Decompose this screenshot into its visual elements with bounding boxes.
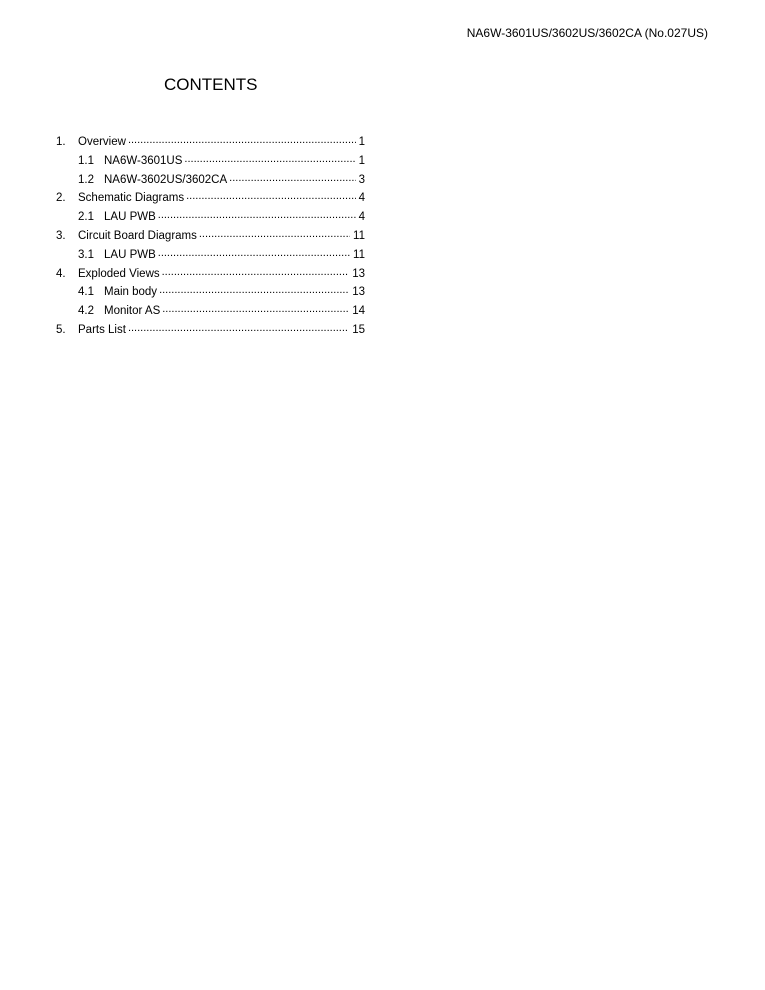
toc-leader [128, 137, 356, 149]
toc-number: 3. [56, 229, 66, 242]
toc-title: Overview [78, 136, 126, 148]
toc-leader [158, 250, 350, 262]
toc-number: 2. [56, 192, 66, 205]
toc-number: 1. [56, 136, 66, 148]
toc-number: 4. [56, 267, 66, 280]
toc-entry-main-body[interactable] [56, 286, 365, 305]
toc-page: 4 [358, 211, 365, 224]
toc-number: 2.1 [78, 211, 94, 224]
toc-title: NA6W-3601US [104, 154, 183, 167]
toc-entry-exploded-views[interactable] [56, 268, 365, 287]
page-title: CONTENTS [164, 75, 258, 94]
toc-entry-schematic-diagrams[interactable] [56, 192, 365, 211]
toc-entry-parts-list[interactable] [56, 324, 365, 343]
toc-number: 4.1 [78, 286, 94, 299]
toc-title: LAU PWB [104, 211, 156, 224]
toc-title: NA6W-3602US/3602CA [104, 173, 228, 186]
toc-entry-overview[interactable] [56, 136, 365, 155]
toc-entry-na6w-3602us[interactable] [56, 174, 365, 193]
toc-leader [162, 269, 350, 281]
toc-title: Schematic Diagrams [78, 192, 185, 205]
toc-leader [186, 193, 356, 205]
toc-page: 13 [352, 267, 365, 280]
toc-page: 1 [358, 136, 365, 148]
toc-number: 5. [56, 323, 66, 336]
table-of-contents [56, 136, 365, 343]
toc-page: 11 [353, 248, 365, 261]
toc-leader [158, 212, 356, 224]
toc-number: 1.2 [78, 173, 94, 186]
toc-leader [162, 306, 349, 318]
toc-entry-schematic-lau-pwb[interactable] [56, 211, 365, 230]
toc-title: Exploded Views [78, 267, 160, 280]
toc-entry-na6w-3601us[interactable] [56, 155, 365, 174]
toc-leader [159, 287, 349, 299]
toc-leader [184, 156, 355, 168]
toc-number: 4.2 [78, 305, 94, 318]
toc-entry-circuit-lau-pwb[interactable] [56, 249, 365, 268]
toc-entry-monitor-as[interactable] [56, 305, 365, 324]
toc-page: 13 [352, 286, 365, 299]
toc-title: Circuit Board Diagrams [78, 229, 197, 242]
document-header: NA6W-3601US/3602US/3602CA (No.027US) [466, 26, 708, 40]
toc-leader [128, 325, 349, 337]
toc-title: LAU PWB [104, 248, 156, 261]
toc-page: 14 [352, 305, 365, 318]
toc-title: Monitor AS [104, 305, 161, 318]
toc-title: Parts List [78, 323, 126, 336]
toc-title: Main body [104, 286, 158, 299]
toc-page: 11 [353, 229, 365, 242]
toc-page: 15 [352, 323, 365, 336]
toc-page: 1 [358, 154, 365, 167]
toc-page: 3 [358, 173, 365, 186]
toc-number: 3.1 [78, 248, 94, 261]
toc-leader [199, 231, 350, 243]
toc-entry-circuit-board-diagrams[interactable] [56, 230, 365, 249]
toc-leader [229, 175, 355, 187]
toc-page: 4 [358, 192, 365, 205]
toc-number: 1.1 [78, 154, 94, 167]
